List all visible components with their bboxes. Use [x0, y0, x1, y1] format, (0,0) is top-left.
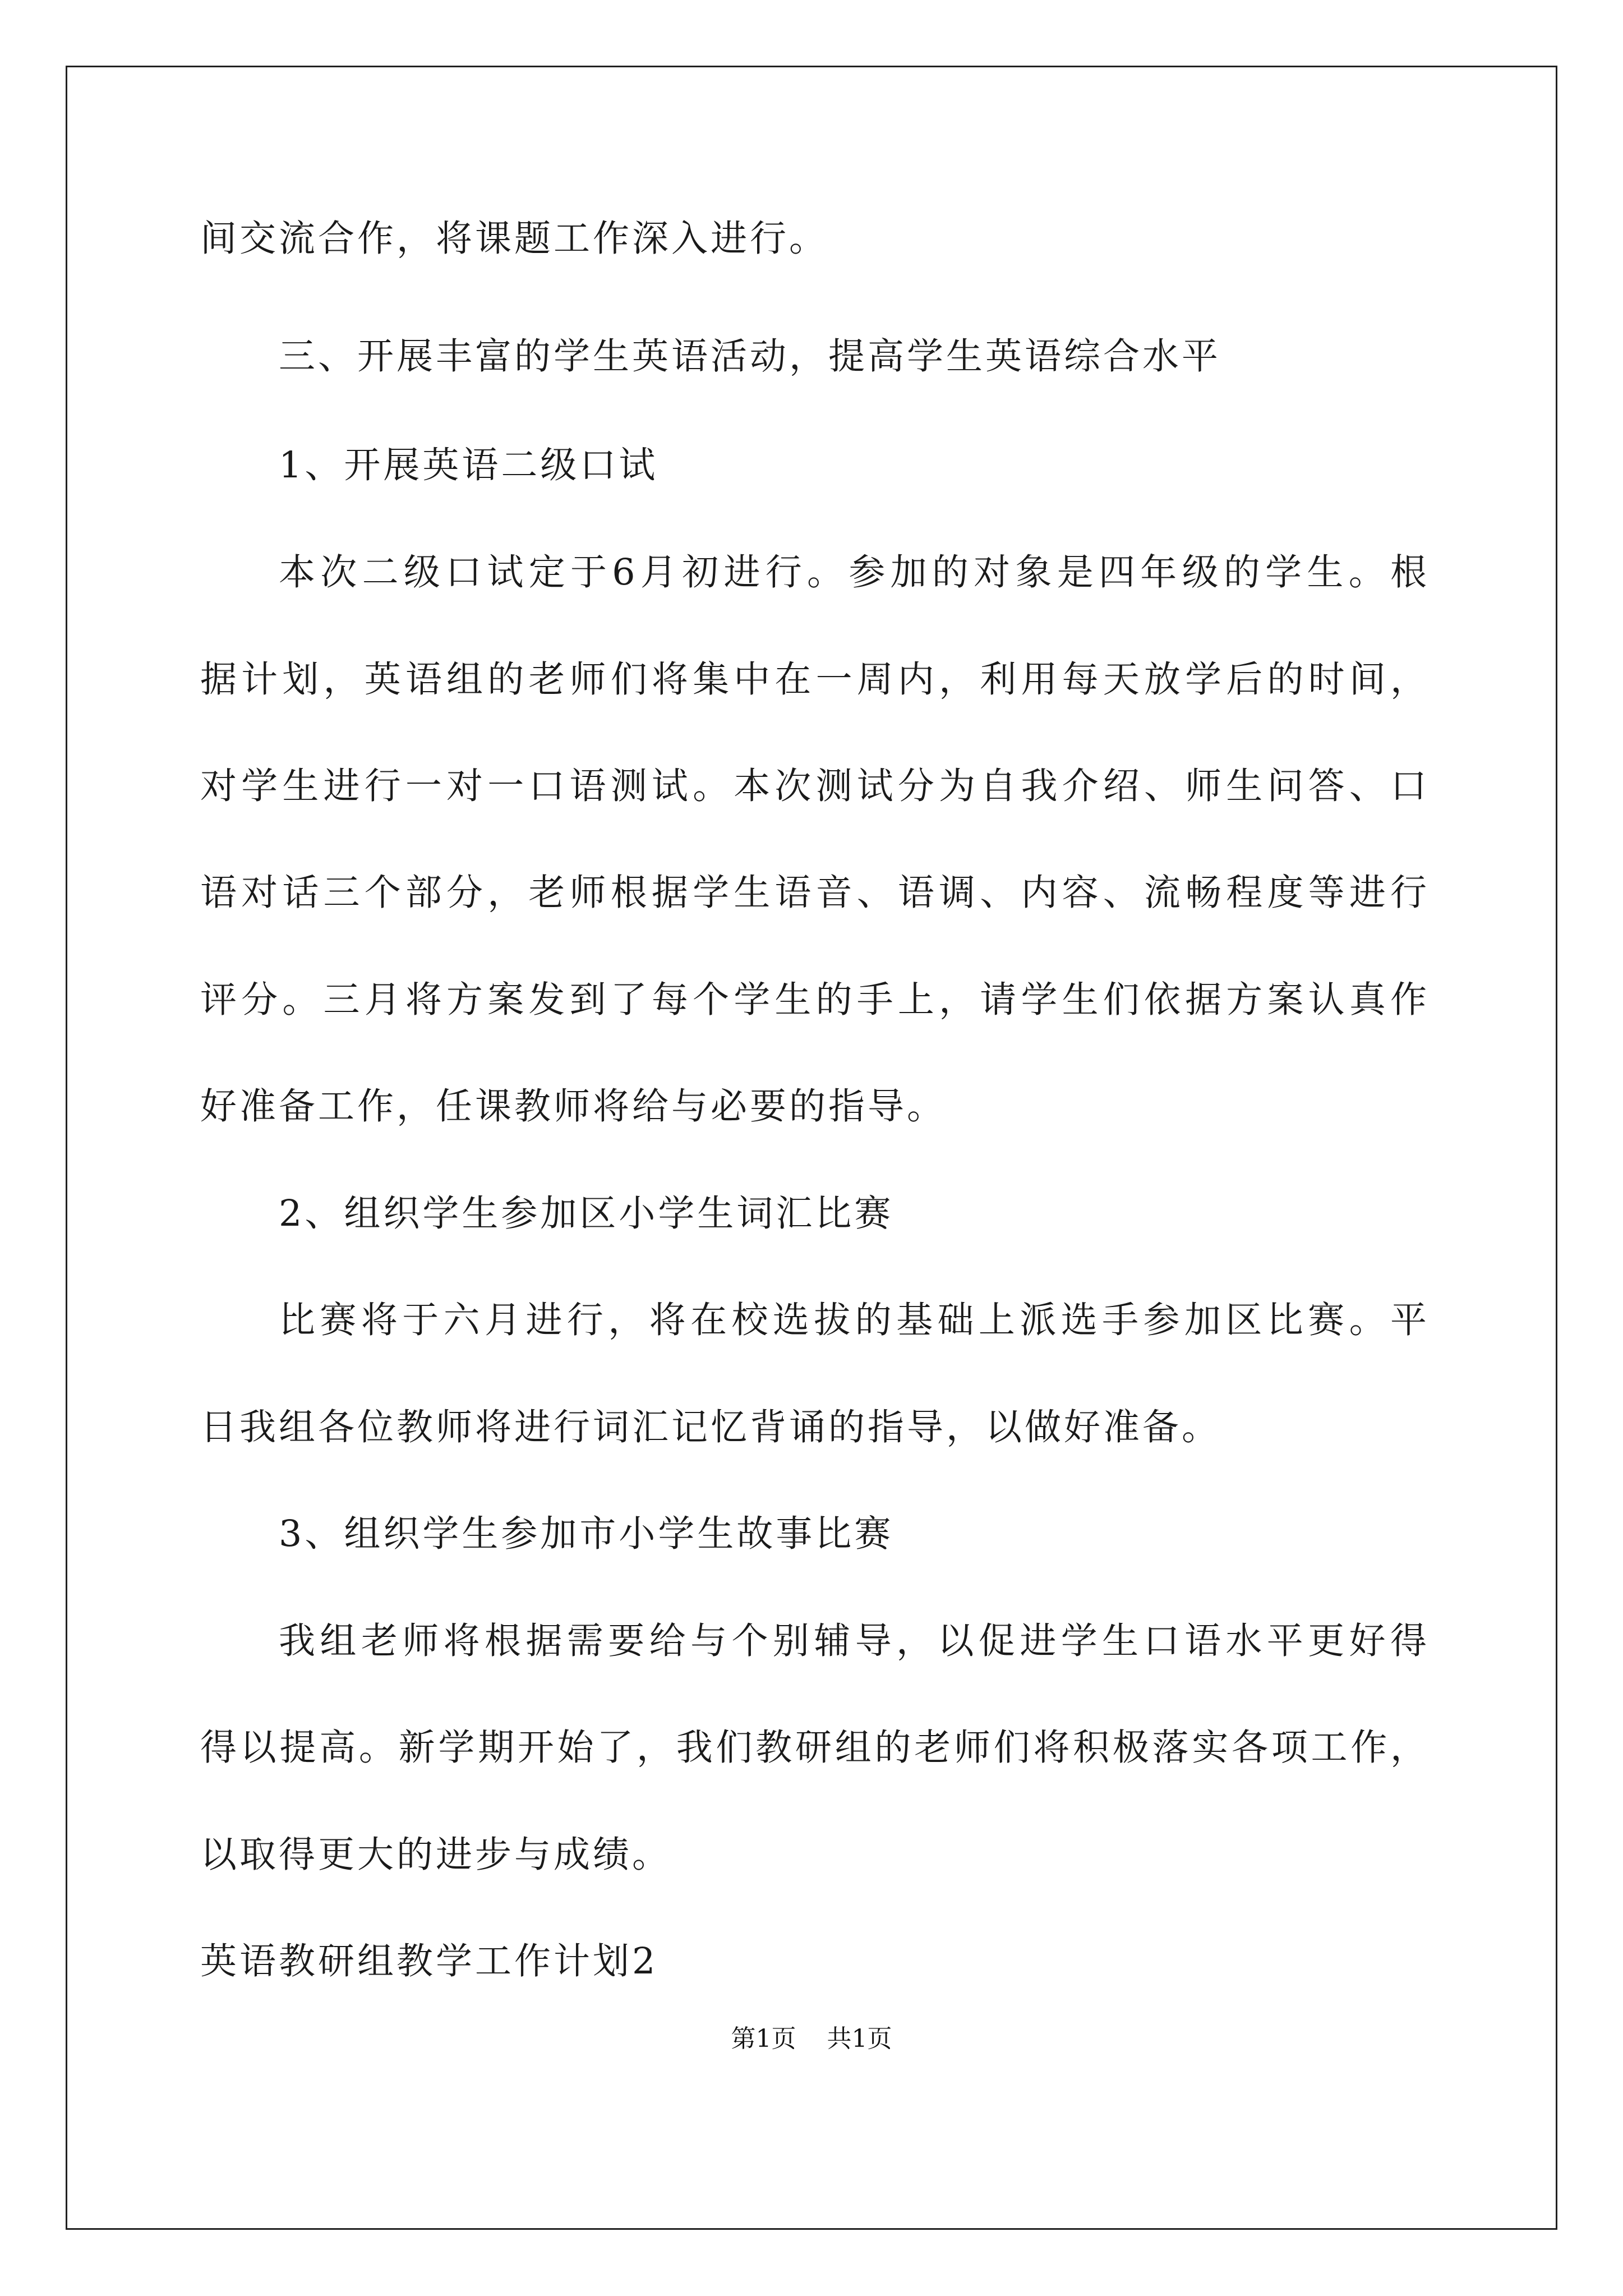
paragraph-line: 语对话三个部分，老师根据学生语音、语调、内容、流畅程度等进行 — [200, 872, 1427, 914]
page-number: 第1页 — [731, 2024, 796, 2053]
paragraph-line: 比赛将于六月进行，将在校选拔的基础上派选手参加区比赛。平 — [279, 1299, 1427, 1341]
paragraph-line: 对学生进行一对一口语测试。本次测试分为自我介绍、师生问答、口 — [200, 765, 1427, 807]
paragraph-line: 本次二级口试定于6月初进行。参加的对象是四年级的学生。根 — [279, 551, 1427, 593]
paragraph-line: 日我组各位教师将进行词汇记忆背诵的指导，以做好准备。 — [200, 1406, 1221, 1448]
paragraph-line: 得以提高。新学期开始了，我们教研组的老师们将积极落实各项工作， — [200, 1727, 1427, 1769]
page-border — [66, 66, 1557, 2230]
section-heading: 三、开展丰富的学生英语活动，提高学生英语综合水平 — [279, 335, 1221, 378]
paragraph-line: 据计划，英语组的老师们将集中在一周内，利用每天放学后的时间， — [200, 659, 1427, 701]
paragraph-line: 好准备工作，任课教师将给与必要的指导。 — [200, 1085, 947, 1128]
page-total: 共1页 — [827, 2024, 892, 2053]
subsection-heading: 2、组织学生参加区小学生词汇比赛 — [279, 1193, 894, 1235]
page-footer — [0, 2022, 1623, 2056]
subsection-heading: 3、组织学生参加市小学生故事比赛 — [279, 1513, 894, 1555]
paragraph-line: 以取得更大的进步与成绩。 — [200, 1834, 672, 1876]
paragraph-line: 我组老师将根据需要给与个别辅导，以促进学生口语水平更好得 — [279, 1620, 1427, 1662]
paragraph-line: 评分。三月将方案发到了每个学生的手上，请学生们依据方案认真作 — [200, 979, 1427, 1021]
subsection-heading: 1、开展英语二级口试 — [279, 444, 658, 486]
paragraph-line: 间交流合作，将课题工作深入进行。 — [200, 218, 829, 260]
document-title: 英语教研组教学工作计划2 — [200, 1940, 658, 1982]
